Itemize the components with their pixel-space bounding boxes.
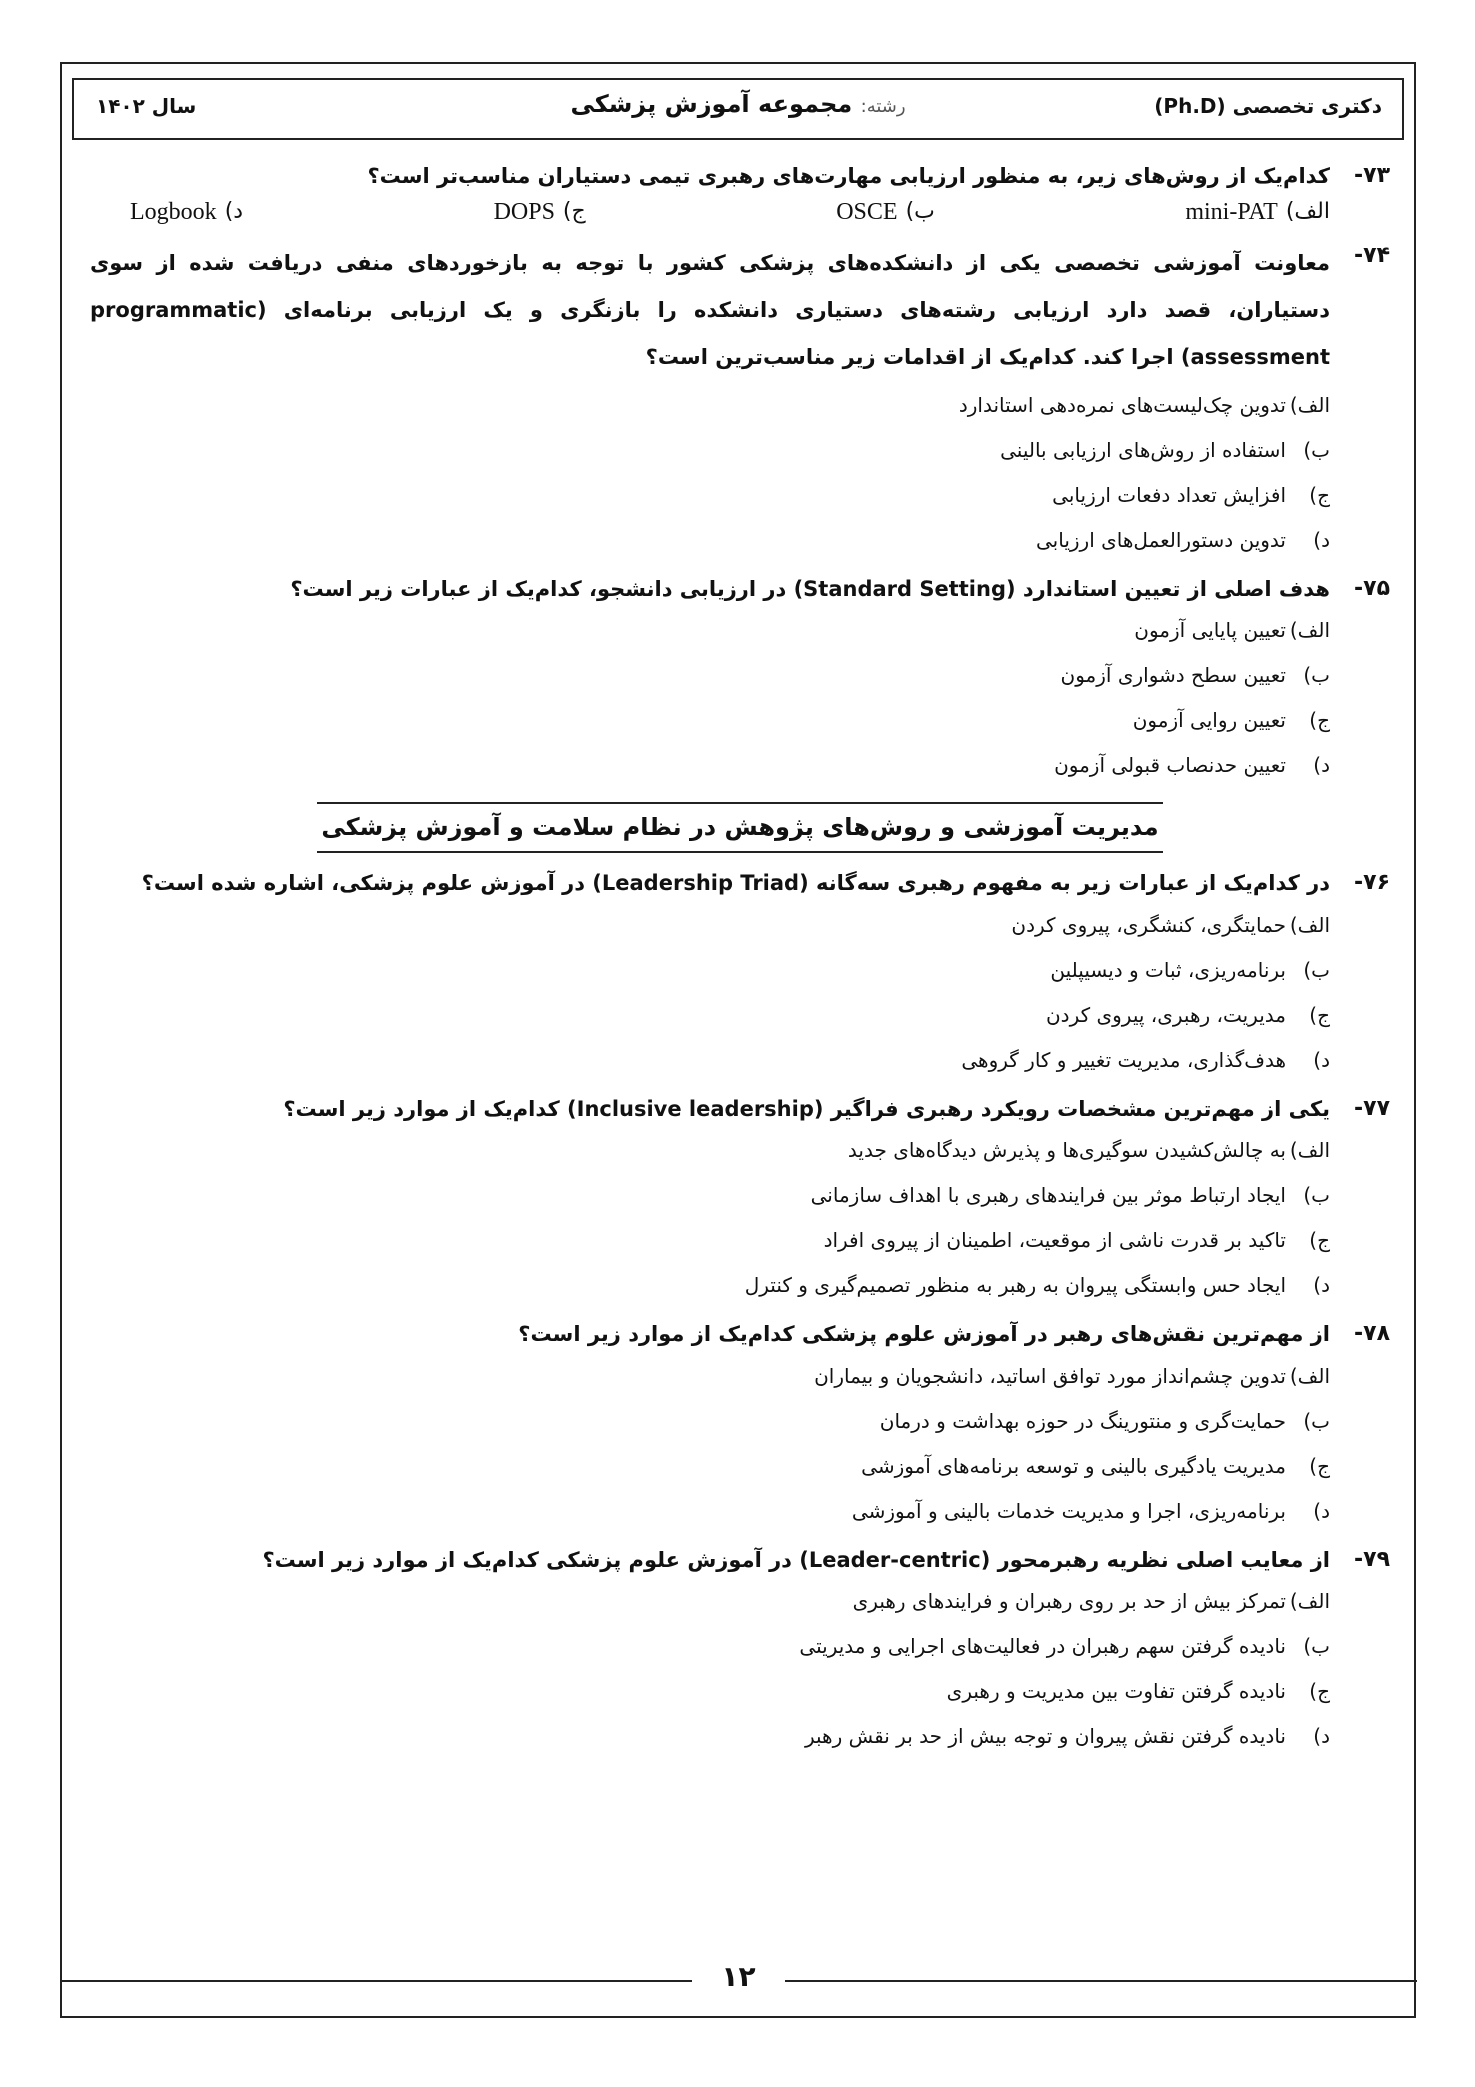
exam-title: دکتری تخصصی (Ph.D) xyxy=(1154,94,1382,118)
question-number: ۷۷- xyxy=(1354,1095,1390,1121)
option-d xyxy=(90,743,1330,788)
option-key: ج) xyxy=(1309,1002,1330,1027)
option-text: تدوین دستورالعمل‌های ارزیابی xyxy=(1036,527,1286,552)
option-text: مدیریت، رهبری، پیروی کردن xyxy=(1045,1002,1286,1027)
option-list xyxy=(90,903,1330,1083)
option-text: تمرکز بیش از حد بر روی رهبران و فرایندهای رهبری xyxy=(852,1589,1286,1614)
option-key: ب) xyxy=(1303,1634,1330,1659)
page-header xyxy=(72,78,1404,140)
question-74 xyxy=(90,240,1390,563)
option-a xyxy=(90,1354,1330,1399)
field-value: مجموعه آموزش پزشکی xyxy=(570,90,853,118)
option-a xyxy=(90,1579,1330,1624)
option-d xyxy=(90,518,1330,563)
option-key: ب) xyxy=(1303,1408,1330,1433)
option-list xyxy=(130,194,1330,230)
question-number: ۷۹- xyxy=(1354,1546,1390,1572)
option-c xyxy=(90,1218,1330,1263)
option-text: تعیین سطح دشواری آزمون xyxy=(1060,663,1286,688)
question-text: کدام‌یک از روش‌های زیر، به منظور ارزیابی مهارت‌های رهبری تیمی دستیاران مناسب‌تر است؟ xyxy=(367,164,1330,188)
option-b xyxy=(90,1624,1330,1669)
option-key: الف) xyxy=(1289,1589,1330,1614)
option-text: نادیده گرفتن سهم رهبران در فعالیت‌های اجرایی و مدیریتی xyxy=(799,1634,1286,1659)
question-text: معاونت آموزشی تخصصی یکی از دانشکده‌های پزشکی کشور با توجه به بازخوردهای منفی دریافت شده از سوی دستیاران، قصد دارد ارزیابی رشته‌های دستیاری دانشکده را بازنگری و یک ارزیابی برنامه‌ای (programmatic assessment) اجرا کند. کدام‌یک از اقدامات زیر مناسب‌ترین است؟ xyxy=(90,250,1330,369)
question-78 xyxy=(90,1318,1390,1534)
option-text: Logbook xyxy=(130,198,217,225)
option-c xyxy=(90,473,1330,518)
option-key: د) xyxy=(1313,1273,1330,1298)
option-key: ج) xyxy=(1309,1453,1330,1478)
option-text: حمایت‌گری و منتورینگ در حوزه بهداشت و درمان xyxy=(879,1408,1286,1433)
option-key: ب) xyxy=(1303,1183,1330,1208)
question-76 xyxy=(90,867,1390,1083)
option-b xyxy=(836,194,935,230)
option-list xyxy=(90,1128,1330,1308)
option-b xyxy=(90,428,1330,473)
option-text: ایجاد حس وابستگی پیروان به رهبر به منظور تصمیم‌گیری و کنترل xyxy=(744,1273,1286,1298)
option-text: برنامه‌ریزی، ثبات و دیسیپلین xyxy=(1050,957,1286,982)
option-key: ج) xyxy=(562,198,586,224)
question-number: ۷۵- xyxy=(1354,575,1390,601)
option-b xyxy=(90,1173,1330,1218)
option-c xyxy=(90,1444,1330,1489)
option-key: د) xyxy=(1313,753,1330,778)
option-c xyxy=(90,993,1330,1038)
option-a xyxy=(90,1128,1330,1173)
option-key: ب) xyxy=(905,198,935,224)
option-d xyxy=(90,1263,1330,1308)
option-text: استفاده از روش‌های ارزیابی بالینی xyxy=(1000,437,1286,462)
option-list xyxy=(90,1354,1330,1534)
option-list xyxy=(90,608,1330,788)
option-key: الف) xyxy=(1289,1138,1330,1163)
option-d xyxy=(90,1489,1330,1534)
option-a xyxy=(90,608,1330,653)
section-heading-text: مدیریت آموزشی و روش‌های پژوهش در نظام سلامت و آموزش پزشکی xyxy=(317,802,1162,853)
question-text: از معایب اصلی نظریه رهبرمحور (Leader-centric) در آموزش علوم پزشکی کدام‌یک از موارد زیر است؟ xyxy=(262,1547,1330,1572)
option-a xyxy=(90,903,1330,948)
option-key: الف) xyxy=(1289,618,1330,643)
option-b xyxy=(90,1399,1330,1444)
option-key: ب) xyxy=(1303,437,1330,462)
question-number: ۷۸- xyxy=(1354,1321,1390,1347)
option-text: تاکید بر قدرت ناشی از موقعیت، اطمینان از پیروی افراد xyxy=(823,1228,1286,1253)
option-key: ب) xyxy=(1303,663,1330,688)
section-heading xyxy=(90,802,1390,853)
option-d xyxy=(90,1714,1330,1759)
option-key: ج) xyxy=(1309,482,1330,507)
option-c xyxy=(90,1669,1330,1714)
option-key: د) xyxy=(1313,1047,1330,1072)
field-label: رشته: xyxy=(860,96,906,117)
option-d xyxy=(90,1038,1330,1083)
exam-year: سال ۱۴۰۲ xyxy=(96,94,197,118)
footer-divider-right xyxy=(785,1980,1417,1982)
question-number: ۷۳- xyxy=(1354,163,1390,188)
option-key: الف) xyxy=(1285,198,1330,224)
option-c xyxy=(494,194,586,230)
question-79 xyxy=(90,1544,1390,1760)
option-text: نادیده گرفتن نقش پیروان و توجه بیش از حد بر نقش رهبر xyxy=(804,1724,1286,1749)
field-name xyxy=(74,90,1402,118)
question-text: از مهم‌ترین نقش‌های رهبر در آموزش علوم پزشکی کدام‌یک از موارد زیر است؟ xyxy=(518,1322,1330,1347)
option-text: ایجاد ارتباط موثر بین فرایندهای رهبری با اهداف سازمانی xyxy=(810,1183,1286,1208)
question-text: در کدام‌یک از عبارات زیر به مفهوم رهبری سه‌گانه (Leadership Triad) در آموزش علوم پزشکی، اشاره شده است؟ xyxy=(141,870,1330,895)
option-text: تدوین چک‌لیست‌های نمره‌دهی استاندارد xyxy=(958,392,1286,417)
option-text: نادیده گرفتن تفاوت بین مدیریت و رهبری xyxy=(946,1679,1286,1704)
option-a xyxy=(1185,194,1330,230)
option-text: تعیین پایایی آزمون xyxy=(1134,618,1286,643)
question-77 xyxy=(90,1093,1390,1309)
option-d xyxy=(130,194,243,230)
option-key: د) xyxy=(1313,527,1330,552)
option-list xyxy=(90,383,1330,563)
option-text: تعیین روایی آزمون xyxy=(1132,708,1286,733)
option-key: ج) xyxy=(1309,1679,1330,1704)
option-key: الف) xyxy=(1289,912,1330,937)
option-a xyxy=(90,383,1330,428)
questions-area xyxy=(90,160,1390,1769)
option-text: mini-PAT xyxy=(1185,198,1278,225)
option-key: د) xyxy=(1313,1724,1330,1749)
option-text: DOPS xyxy=(493,198,555,225)
question-text: هدف اصلی از تعیین استاندارد (Standard Setting) در ارزیابی دانشجو، کدام‌یک از عبارات زیر است؟ xyxy=(290,576,1330,601)
question-73 xyxy=(90,160,1390,230)
question-number: ۷۴- xyxy=(1354,242,1390,268)
question-75 xyxy=(90,573,1390,789)
page-number: ۱۲ xyxy=(721,1960,756,1993)
question-text: یکی از مهم‌ترین مشخصات رویکرد رهبری فراگیر (Inclusive leadership) کدام‌یک از موارد زیر است؟ xyxy=(283,1096,1330,1121)
option-b xyxy=(90,948,1330,993)
option-key: ب) xyxy=(1303,957,1330,982)
footer-divider-left xyxy=(60,1980,692,1982)
option-b xyxy=(90,653,1330,698)
option-list xyxy=(90,1579,1330,1759)
option-text: هدف‌گذاری، مدیریت تغییر و کار گروهی xyxy=(961,1047,1286,1072)
option-key: الف) xyxy=(1289,392,1330,417)
option-key: د) xyxy=(1313,1498,1330,1523)
option-text: حمایتگری، کنشگری، پیروی کردن xyxy=(1011,912,1286,937)
option-key: ج) xyxy=(1309,708,1330,733)
question-number: ۷۶- xyxy=(1354,869,1390,895)
option-text: برنامه‌ریزی، اجرا و مدیریت خدمات بالینی و آموزشی xyxy=(851,1498,1286,1523)
option-key: د) xyxy=(224,198,244,224)
option-c xyxy=(90,698,1330,743)
option-text: مدیریت یادگیری بالینی و توسعه برنامه‌های آموزشی xyxy=(861,1453,1286,1478)
option-text: به چالش‌کشیدن سوگیری‌ها و پذیرش دیدگاه‌های جدید xyxy=(847,1138,1286,1163)
option-text: تعیین حدنصاب قبولی آزمون xyxy=(1054,753,1286,778)
option-key: الف) xyxy=(1289,1363,1330,1388)
option-text: افزایش تعداد دفعات ارزیابی xyxy=(1052,482,1286,507)
option-text: تدوین چشم‌انداز مورد توافق اساتید، دانشجویان و بیماران xyxy=(814,1363,1286,1388)
option-text: OSCE xyxy=(836,198,898,225)
option-key: ج) xyxy=(1309,1228,1330,1253)
